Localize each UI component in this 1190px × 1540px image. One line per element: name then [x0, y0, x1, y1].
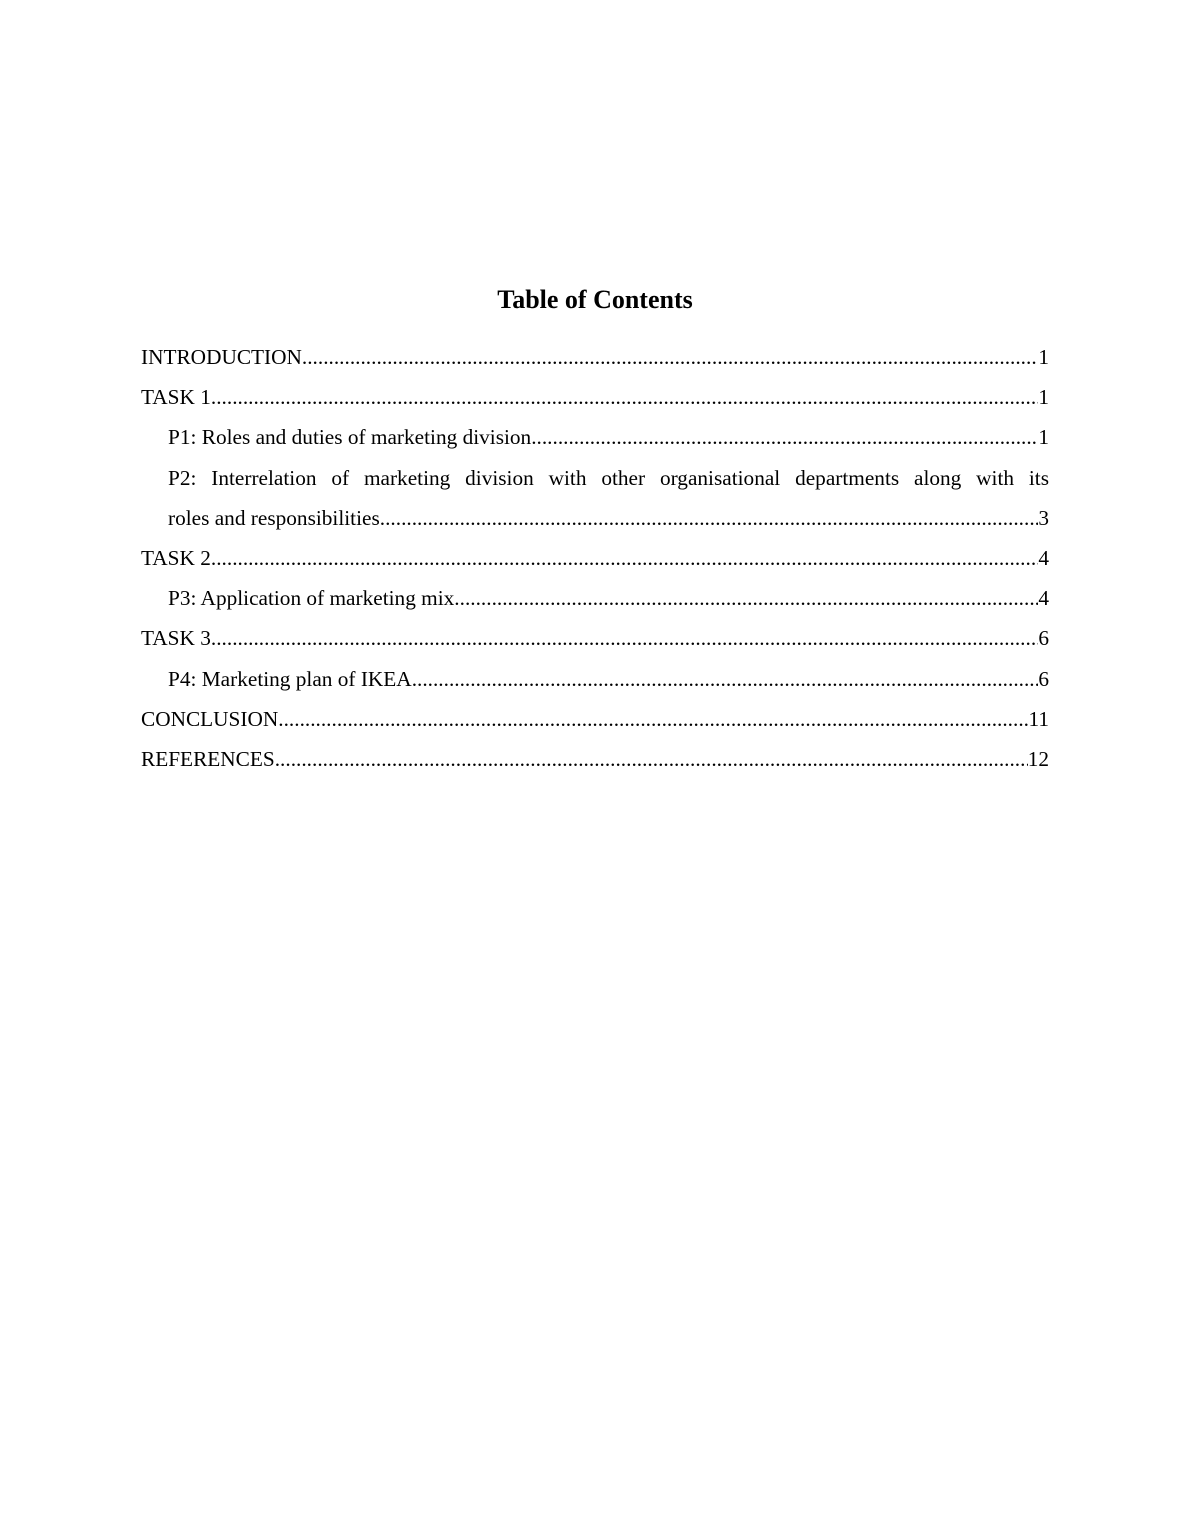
toc-entry-p2[interactable]	[141, 458, 1049, 538]
toc-entry-page: 1	[1038, 425, 1049, 450]
toc-entry-p1[interactable]	[141, 417, 1049, 457]
toc-entry-p3[interactable]	[141, 578, 1049, 618]
toc-entry-p4[interactable]	[141, 659, 1049, 699]
dot-leader	[211, 538, 1038, 578]
toc-entry-label-line-1: P2: Interrelation of marketing division with other organisational departments along with its	[168, 465, 1049, 490]
toc-entry-label: CONCLUSION	[141, 706, 279, 731]
toc-entry-page: 4	[1038, 545, 1049, 570]
toc-entry-task-1[interactable]	[141, 377, 1049, 417]
dot-leader	[454, 578, 1038, 618]
toc-entry-references[interactable]	[141, 739, 1049, 779]
dot-leader	[412, 659, 1039, 699]
toc-entry-task-2[interactable]	[141, 538, 1049, 578]
toc-entry-label: INTRODUCTION	[141, 345, 302, 369]
toc-entry-label: P4: Marketing plan of IKEA	[168, 666, 412, 691]
toc-entry-page: 12	[1027, 746, 1049, 771]
toc-entry-label: TASK 1	[141, 385, 211, 410]
toc-entry-label: REFERENCES	[141, 746, 275, 771]
dot-leader	[380, 498, 1039, 538]
toc-entry-label: TASK 3	[141, 626, 211, 651]
toc-entry-task-3[interactable]	[141, 618, 1049, 658]
toc-entry-line-2	[168, 498, 1049, 538]
toc-entry-conclusion[interactable]	[141, 699, 1049, 739]
toc-entry-page: 3	[1038, 505, 1049, 530]
toc-entry-page: 4	[1038, 586, 1049, 611]
dot-leader	[211, 618, 1038, 658]
toc-entry-label: P1: Roles and duties of marketing division	[168, 425, 532, 450]
toc-entry-label: P3: Application of marketing mix	[168, 586, 455, 611]
toc-entry-page: 6	[1038, 666, 1049, 691]
dot-leader	[278, 699, 1028, 739]
dot-leader	[211, 377, 1038, 417]
toc-entry-page: 11	[1028, 706, 1049, 731]
toc-entry-page: 1	[1038, 345, 1049, 369]
toc-entry-page: 6	[1038, 626, 1049, 651]
toc-entry-introduction[interactable]	[141, 337, 1049, 377]
table-of-contents	[141, 337, 1049, 779]
dot-leader	[531, 417, 1038, 457]
dot-leader	[275, 739, 1028, 779]
toc-title: Table of Contents	[497, 285, 693, 314]
toc-entry-page: 1	[1038, 385, 1049, 410]
toc-entry-label: TASK 2	[141, 545, 211, 570]
toc-entry-label-line-2: roles and responsibilities	[168, 505, 380, 530]
dot-leader	[302, 337, 1038, 377]
